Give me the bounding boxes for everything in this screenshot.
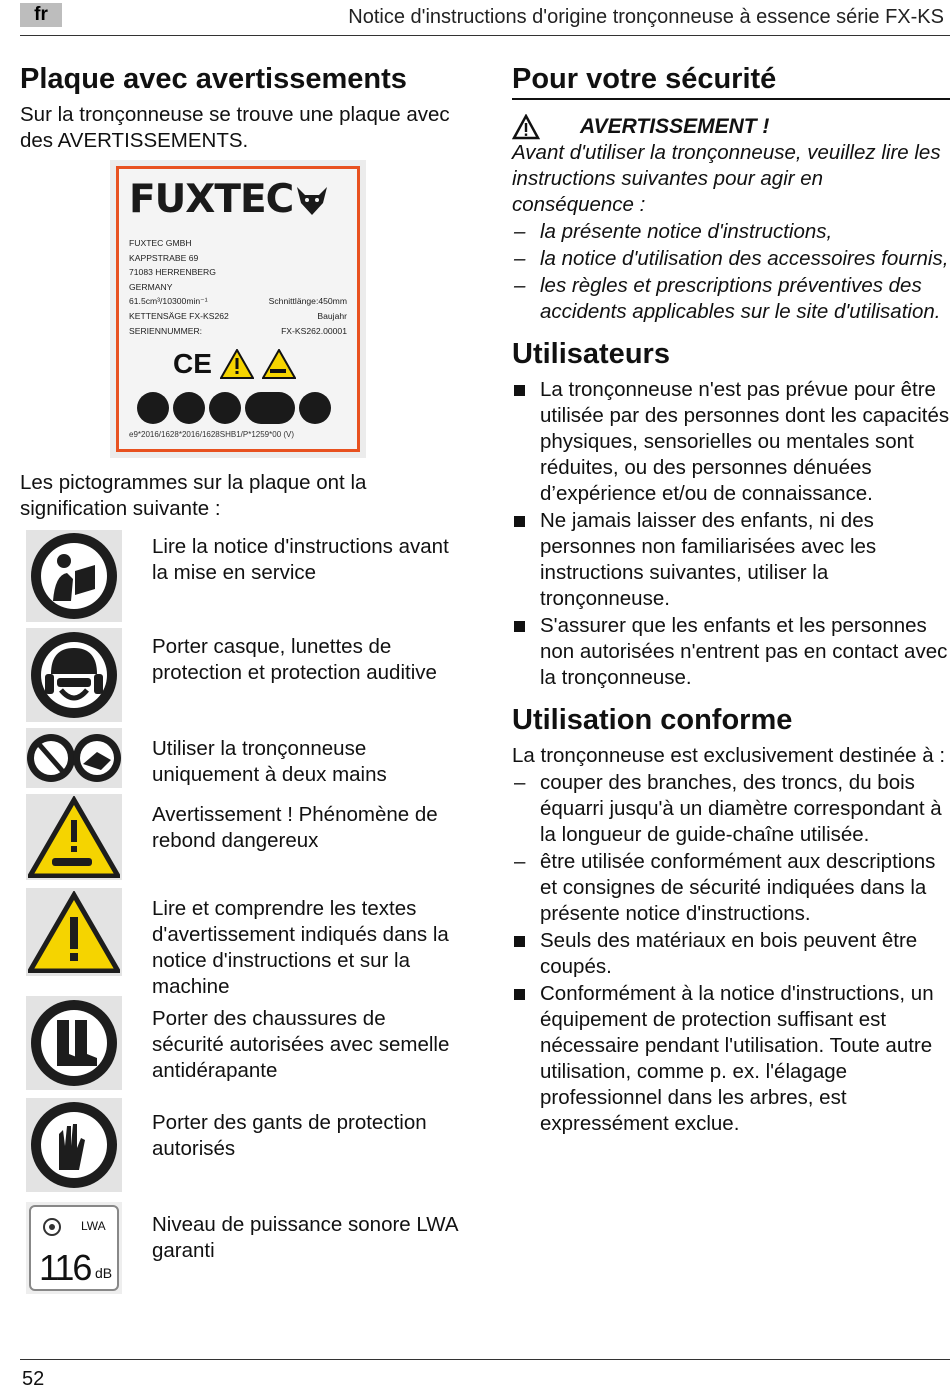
list-item: – couper des branches, des troncs, du bois équarri jusqu'à un diamètre correspondant à la longueur de guide-chaîne utilisée. (514, 771, 942, 846)
plate-city: 71083 HERRENBERG (129, 267, 216, 278)
intended-use-intro: La tronçonneuse est exclusivement destinée à : (512, 744, 946, 767)
picto-text-warning: Lire et comprendre les textes d'avertissement indiqués dans la notice d'instructions et sur la machine (152, 897, 449, 998)
warning-title: AVERTISSEMENT ! (580, 115, 770, 138)
plate-intro: Sur la tronçonneuse se trouve une plaque avec des AVERTISSEMENTS. (20, 103, 450, 152)
head-protection-icon (26, 628, 122, 722)
plate-year: Baujahr (317, 310, 347, 321)
plate-brand: FUXTEC (129, 177, 294, 222)
list-item: – les règles et prescriptions préventives des accidents applicables sur le site d'utilisation. (514, 274, 941, 323)
picto-text-read-manual: Lire la notice d'instructions avant la mise en service (152, 535, 449, 584)
list-item: S'assurer que les enfants et les personnes non autorisées n'entrent pas en contact avec la tronçonneuse. (512, 613, 950, 691)
picto-text-head-protection: Porter casque, lunettes de protection et protection auditive (152, 635, 437, 684)
plate-spec: 61.5cm³/10300min⁻¹ (129, 296, 208, 307)
page-number: 52 (22, 1368, 45, 1390)
picto-text-kickback: Avertissement ! Phénomène de rebond dangereux (152, 803, 438, 852)
warning-heading (512, 114, 950, 140)
list-item: Conformément à la notice d'instructions, un équipement de protection suffisant est nécessaire pendant l'utilisation. Toute autre utilisation, comme p. ex. l'élagage professionnel dans les arbres, est expressément exclue. (512, 981, 950, 1137)
left-column (20, 62, 460, 1288)
intended-use-square-list (512, 928, 950, 1137)
plate-cut-length: Schnittlänge:450mm (268, 296, 347, 307)
plate-details (129, 236, 347, 338)
right-column (512, 62, 950, 1137)
language-badge: fr (20, 3, 62, 27)
intended-use-section-title: Utilisation conforme (512, 704, 793, 736)
plate-section-title: Plaque avec avertissements (20, 63, 407, 95)
users-section-title: Utilisateurs (512, 338, 670, 370)
warning-plate (116, 166, 360, 452)
list-item: La tronçonneuse n'est pas prévue pour être utilisée par des personnes dont les capacités physiques, sensorielles ou mentales sont réduites, ou des personnes dénuées d’expérience et/ou de connaissance. (512, 377, 950, 507)
plate-warning-icon (220, 349, 254, 379)
two-hands-icon (26, 728, 122, 788)
picto-text-gloves: Porter des gants de protection autorisés (152, 1111, 427, 1160)
plate-kickback-icon (262, 349, 296, 379)
plate-head-protection-icon (173, 392, 205, 424)
db-value: 116 (39, 1247, 91, 1288)
ce-mark: CE (173, 348, 212, 380)
list-item: Ne jamais laisser des enfants, ni des personnes non familiarisées avec les instructions suivantes, utiliser la tronçonneuse. (512, 508, 950, 612)
plate-serial-value: FX-KS262.00001 (281, 325, 347, 336)
sound-emitter-icon (41, 1217, 63, 1237)
plate-read-manual-icon (137, 392, 169, 424)
plate-serial-label: SERIENNUMMER: (129, 325, 203, 336)
plate-two-hands-icon (245, 392, 295, 424)
read-manual-icon (26, 530, 122, 622)
db-unit: dB (95, 1265, 113, 1281)
intended-use-dash-list (512, 770, 950, 927)
kickback-warning-icon (26, 794, 122, 880)
safety-section-title: Pour votre sécurité (512, 62, 950, 100)
gloves-icon (26, 1098, 122, 1192)
plate-marks (173, 348, 347, 380)
picto-text-two-hands: Utiliser la tronçonneuse uniquement à deux mains (152, 737, 387, 786)
warning-intro: Avant d'utiliser la tronçonneuse, veuillez lire les instructions suivantes pour agir en conséquence : (512, 141, 941, 216)
plate-boots-icon (299, 392, 331, 424)
warning-triangle-icon (26, 888, 122, 976)
plate-approval-code: e9*2016/1628*2016/1628SHB1/P*1259*00 (V) (129, 430, 295, 439)
running-title: Notice d'instructions d'origine tronçonneuse à essence série FX-KS (348, 6, 944, 28)
plate-gloves-icon (209, 392, 241, 424)
footer-rule (20, 1359, 950, 1360)
picto-intro: Les pictogrammes sur la plaque ont la signification suivante : (20, 471, 367, 520)
safety-boots-icon (26, 996, 122, 1090)
lwa-label: LWA (81, 1219, 106, 1233)
plate-icon-row (137, 392, 347, 424)
list-item: Seuls des matériaux en bois peuvent être coupés. (512, 928, 950, 980)
list-item: – être utilisée conformément aux descriptions et consignes de sécurité indiquées dans la présente notice d'instructions. (514, 850, 936, 925)
picto-text-boots: Porter des chaussures de sécurité autorisées avec semelle antidérapante (152, 1007, 450, 1082)
warning-outline-icon (512, 114, 540, 140)
plate-logo (129, 177, 347, 222)
plate-model: KETTENSÄGE FX-KS262 (129, 310, 229, 321)
warning-plate-image (110, 160, 366, 458)
list-item: – la présente notice d'instructions, (514, 220, 833, 243)
sound-level-icon (26, 1202, 122, 1294)
header-rule (20, 35, 950, 36)
plate-company: FUXTEC GMBH (129, 238, 192, 248)
plate-country: GERMANY (129, 281, 173, 292)
users-list (512, 377, 950, 691)
warning-list (512, 219, 950, 325)
plate-street: KAPPSTRABE 69 (129, 252, 199, 263)
picto-text-sound-level: Niveau de puissance sonore LWA garanti (152, 1213, 458, 1262)
list-item: – la notice d'utilisation des accessoires fournis, (514, 247, 949, 270)
fox-logo-icon (295, 183, 329, 217)
